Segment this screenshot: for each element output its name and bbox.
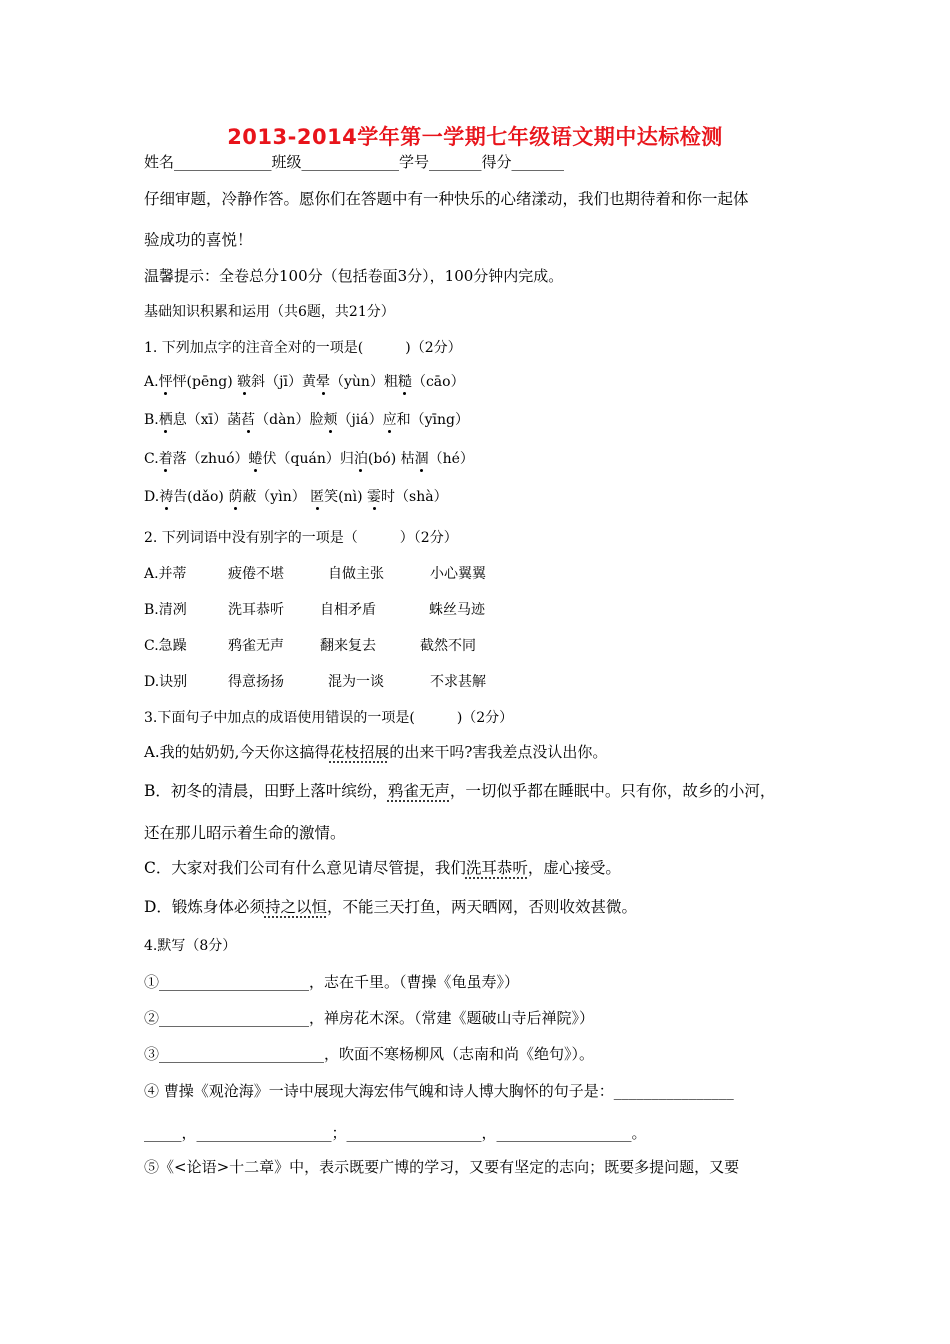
- dotted-char: 颊: [323, 412, 338, 428]
- dotted-char: 涸: [414, 451, 429, 467]
- option-text: 不求甚解: [430, 674, 486, 690]
- dictation-item-2: ②____________________，禅房花木深。（常建《题破山寺后禅院》）: [144, 1009, 595, 1027]
- option-letter: D.: [144, 489, 160, 505]
- option-text: 翻来复去: [320, 638, 376, 654]
- exam-tip: 温馨提示：全卷总分100分（包括卷面3分），100分钟内完成。: [144, 267, 564, 285]
- question-3-stem: 3.下面句子中加点的成语使用错误的一项是( )（2分）: [144, 710, 514, 726]
- intro-line-2: 验成功的喜悦！: [144, 231, 253, 249]
- dotted-char: 匿: [310, 489, 325, 505]
- option-letter: B.: [144, 412, 159, 428]
- student-info-fields: 姓名_____________班级_____________学号_______得分_______: [144, 153, 565, 171]
- question-1-stem: 1. 下列加点字的注音全对的一项是( )（2分）: [144, 340, 462, 356]
- question-3-option-b-line-2: 还在那儿昭示着生命的激情。: [144, 824, 346, 842]
- dotted-char: 泊: [353, 451, 368, 467]
- option-text: 蔽（yìn）: [242, 489, 311, 505]
- option-text: 时（shà）: [381, 489, 448, 505]
- option-text: （cāo）: [411, 374, 465, 390]
- dictation-item-5: ⑤《<论语>十二章》中，表示既要广博的学习，又要有坚定的志向；既要多提问题，又要: [144, 1158, 740, 1176]
- option-text: 得意扬扬: [228, 674, 284, 690]
- option-text: 息（xī）菡: [172, 412, 242, 428]
- option-text: B．初冬的清晨，田野上落叶缤纷，: [144, 782, 388, 800]
- dictation-item-4-continued: _____，__________________；__________________，__________________。: [144, 1124, 647, 1142]
- question-2-option-b: [144, 600, 485, 620]
- dotted-char: 糙: [397, 374, 412, 390]
- dotted-idiom: 花枝招展: [329, 743, 390, 761]
- dotted-char: 栖: [158, 412, 173, 428]
- option-text: A.我的姑奶奶,今天你这搞得: [144, 743, 330, 761]
- question-4-stem: 4.默写（8分）: [144, 938, 237, 954]
- question-2-option-c: [144, 636, 476, 656]
- option-text: 怦(pēng): [172, 374, 238, 390]
- dotted-char: 祷: [159, 489, 174, 505]
- option-text: （yùn）粗: [330, 374, 398, 390]
- dotted-char: 着: [158, 451, 173, 467]
- dotted-char: 皲: [237, 374, 252, 390]
- option-text: ，一切似乎都在睡眠中。只有你，故乡的小河，: [449, 782, 776, 800]
- question-3-option-d: [144, 897, 637, 917]
- exam-title: 2013-2014学年第一学期七年级语文期中达标检测: [227, 125, 723, 149]
- option-text: 斜（jī）黄: [251, 374, 316, 390]
- dotted-char: 荫: [228, 489, 243, 505]
- dotted-idiom: 持之以恒: [264, 898, 327, 916]
- dotted-char: 霎: [367, 489, 382, 505]
- option-text: 和（yīng）: [396, 412, 469, 428]
- question-3-option-a: [144, 742, 607, 762]
- option-letter: C.: [144, 451, 159, 467]
- option-text: （dàn）脸: [255, 412, 324, 428]
- option-text: 伏（quán）归: [262, 451, 354, 467]
- option-text: D.诀别: [144, 674, 188, 690]
- option-letter: A.: [144, 374, 159, 390]
- option-text: C．大家对我们公司有什么意见请尽管提，我们: [144, 859, 466, 877]
- option-text: 笑(nì): [324, 489, 368, 505]
- option-text: （hé）: [428, 451, 474, 467]
- option-text: 疲倦不堪: [228, 566, 284, 582]
- option-text: 自相矛盾: [320, 602, 376, 618]
- option-text: 的出来干吗?害我差点没认出你。: [389, 743, 608, 761]
- section-heading: 基础知识积累和运用（共6题，共21分）: [144, 304, 395, 320]
- intro-line-1: 仔细审题，冷静作答。愿你们在答题中有一种快乐的心绪漾动，我们也期待着和你一起体: [144, 190, 749, 208]
- question-2-option-d: [144, 672, 486, 692]
- option-text: D．锻炼身体必须: [144, 898, 265, 916]
- option-text: （jiá）: [337, 412, 383, 428]
- option-text: 截然不同: [420, 638, 476, 654]
- question-1-option-d: [144, 487, 448, 507]
- option-text: ，虚心接受。: [527, 859, 621, 877]
- dotted-idiom: 鸦雀无声: [387, 782, 450, 800]
- option-text: 告(dǎo): [173, 489, 229, 505]
- dictation-item-4: ④ 曹操《观沧海》一诗中展现大海宏伟气魄和诗人博大胸怀的句子是：________________: [144, 1082, 734, 1100]
- dotted-idiom: 洗耳恭听: [465, 859, 528, 877]
- dotted-char: 应: [382, 412, 397, 428]
- dictation-item-1: ①____________________，志在千里。（曹操《龟虽寿》）: [144, 973, 520, 991]
- option-text: (bó) 枯: [367, 451, 415, 467]
- dotted-char: 晕: [316, 374, 330, 390]
- question-1-option-b: [144, 410, 469, 430]
- option-text: ，不能三天打鱼，两天晒网，否则收效甚微。: [326, 898, 637, 916]
- question-3-option-b-line-1: [144, 781, 775, 801]
- question-1-option-c: [144, 449, 474, 469]
- option-text: B.清冽: [144, 602, 187, 618]
- dotted-char: 蜷: [248, 451, 263, 467]
- option-text: 自做主张: [328, 566, 384, 582]
- option-text: 落（zhuó）: [172, 451, 249, 467]
- option-text: 鸦雀无声: [228, 638, 284, 654]
- option-text: 小心翼翼: [430, 566, 486, 582]
- dotted-char: 怦: [158, 374, 173, 390]
- option-text: A.并蒂: [144, 566, 187, 582]
- question-1-option-a: [144, 372, 465, 392]
- question-2-stem: 2. 下列词语中没有别字的一项是（ ）（2分）: [144, 530, 458, 546]
- question-3-option-c: [144, 858, 621, 878]
- option-text: 洗耳恭听: [228, 602, 284, 618]
- dictation-item-3: ③______________________，吹面不寒杨柳风（志南和尚《绝句》）。: [144, 1045, 595, 1063]
- dotted-char: 萏: [241, 412, 256, 428]
- option-text: C.急躁: [144, 638, 187, 654]
- option-text: 混为一谈: [328, 674, 384, 690]
- question-2-option-a: [144, 564, 486, 584]
- option-text: 蛛丝马迹: [429, 602, 485, 618]
